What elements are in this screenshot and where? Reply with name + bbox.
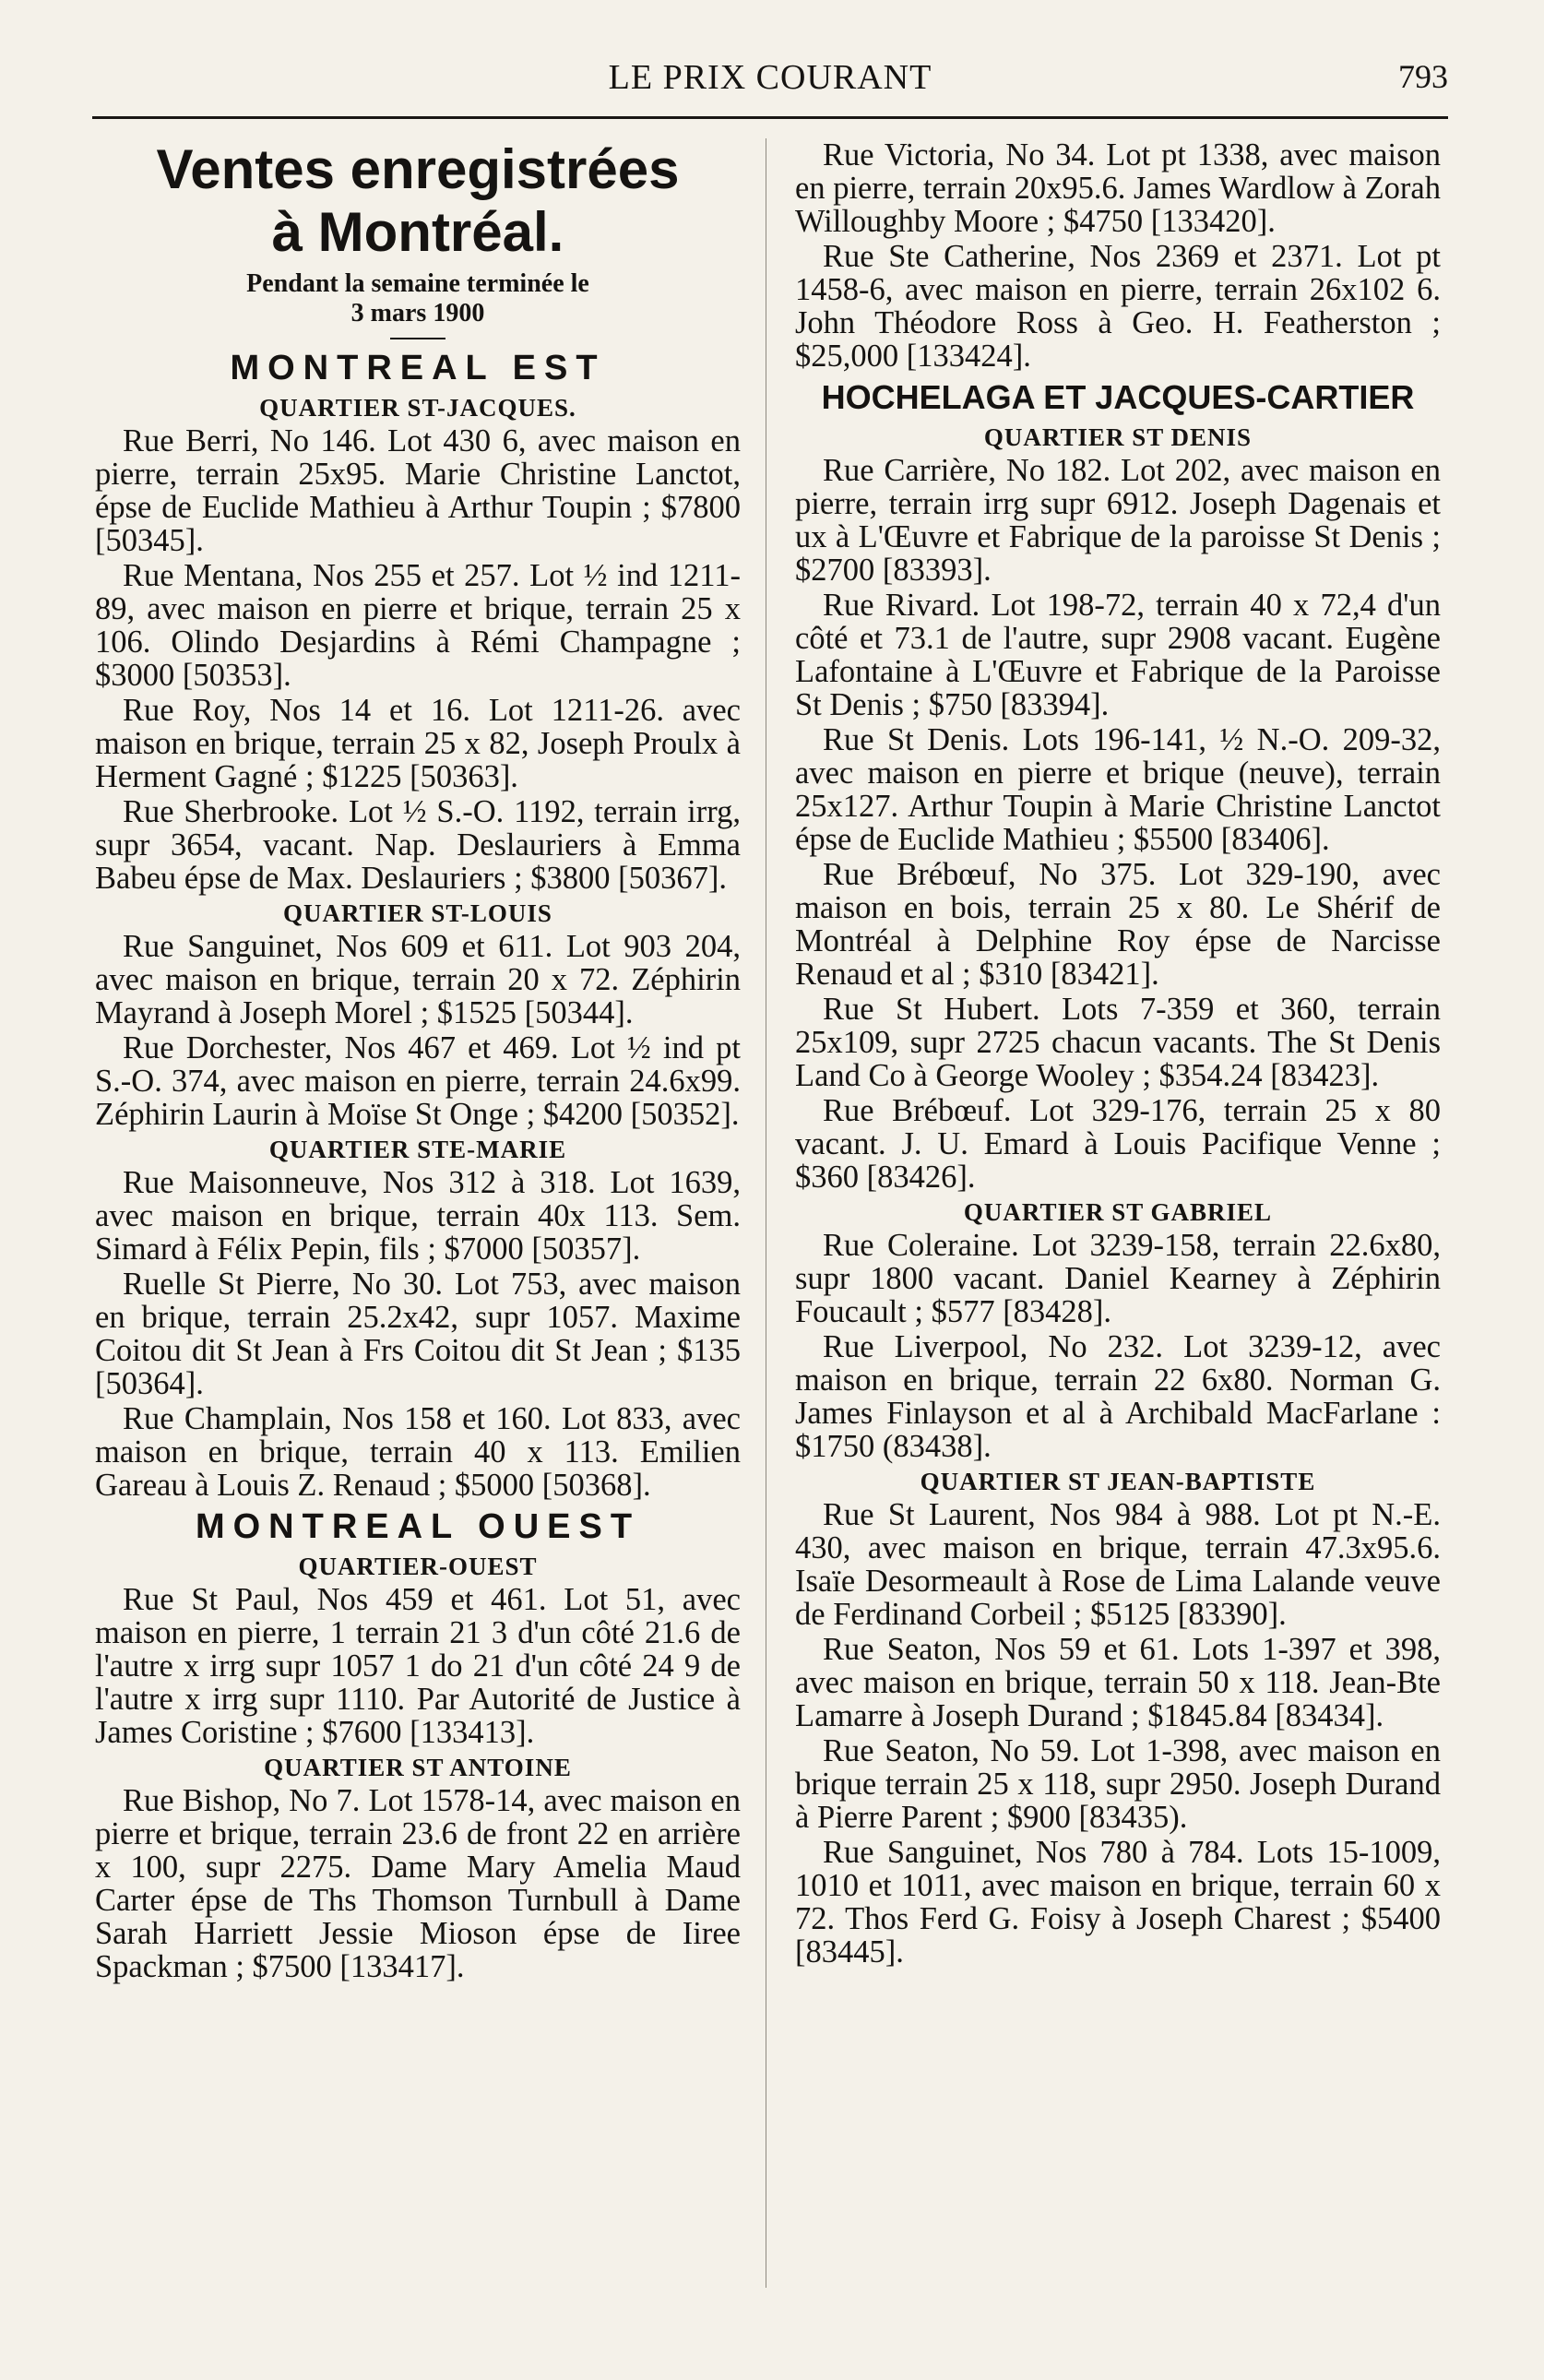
left-column [95,138,741,1985]
main-title-line2: à Montréal. [271,201,564,263]
district-heading-montreal-ouest: MONTREAL OUEST [195,1507,641,1546]
running-title: LE PRIX COURANT [608,58,932,97]
sale-entry: Rue Mentana, Nos 255 et 257. Lot ½ ind 1211-89, avec maison en pierre et brique, terrain 25 x 106. Olindo Desjardins à Rémi Champagne ; $3000 [50353]. [95,558,741,693]
main-title [95,138,741,264]
sale-entry: Rue Berri, No 146. Lot 430 6, avec maison en pierre, terrain 25x95. Marie Christine Lanctot, épse de Euclide Mathieu à Arthur Toupin ; $7800 [50345]. [95,423,741,558]
quarter-heading-st-jean-baptiste: QUARTIER ST JEAN-BAPTISTE [920,1468,1316,1495]
sale-entry: Rue Sanguinet, Nos 609 et 611. Lot 903 204, avec maison en brique, terrain 20 x 72. Zéphirin Mayrand à Joseph Morel ; $1525 [50344]. [95,929,741,1030]
quarter-heading-ste-marie: QUARTIER STE-MARIE [268,1136,567,1163]
quarter-heading-st-denis: QUARTIER ST DENIS [983,423,1253,451]
sale-entry: Rue Champlain, Nos 158 et 160. Lot 833, avec maison en brique, terrain 40 x 113. Emilien Gareau à Louis Z. Renaud ; $5000 [50368]. [95,1401,741,1503]
quarter-heading-ouest: QUARTIER-OUEST [298,1553,538,1580]
district-heading-hochelaga: HOCHELAGA ET JACQUES-CARTIER [821,378,1415,416]
sale-entry: Rue Roy, Nos 14 et 16. Lot 1211-26. avec maison en brique, terrain 25 x 82, Joseph Proulx à Herment Gagné ; $1225 [50363]. [95,693,741,794]
right-column [795,138,1441,1970]
sale-entry: Rue Sanguinet, Nos 780 à 784. Lots 15-1009, 1010 et 1011, avec maison en brique, terrain 60 x 72. Thos Ferd G. Foisy à Joseph Charest ; $5400 [83445]. [795,1835,1441,1969]
subtitle [95,269,741,328]
sale-entry: Rue Coleraine. Lot 3239-158, terrain 22.6x80, supr 1800 vacant. Daniel Kearney à Zéphirin Foucault ; $577 [83428]. [795,1228,1441,1329]
sale-entry: Ruelle St Pierre, No 30. Lot 753, avec maison en brique, terrain 25.2x42, supr 1057. Maxime Coitou dit St Jean à Frs Coitou dit St Jean ; $135 [50364]. [95,1267,741,1401]
district-heading-montreal-est: MONTREAL EST [230,349,606,387]
sale-entry: Rue Dorchester, Nos 467 et 469. Lot ½ ind pt S.-O. 374, avec maison en pierre, terrain 24.6x99. Zéphirin Laurin à Moïse St Onge ; $4200 [50352]. [95,1030,741,1132]
quarter-heading-st-gabriel: QUARTIER ST GABRIEL [963,1198,1273,1226]
sale-entry: Rue Sherbrooke. Lot ½ S.-O. 1192, terrain irrg, supr 3654, vacant. Nap. Deslauriers à Emma Babeu épse de Max. Deslauriers ; $3800 [50367]. [95,794,741,896]
header-rule [92,116,1448,119]
sale-entry: Rue St Paul, Nos 459 et 461. Lot 51, avec maison en pierre, 1 terrain 21 3 d'un côté 21.6 de l'autre x irrg supr 1057 1 do 21 d'un côté 24 9 de l'autre x irrg supr 1110. Par Autorité de Justice à James Coristine ; $7600 [133413]. [95,1582,741,1750]
sale-entry: Rue Bishop, No 7. Lot 1578-14, avec maison en pierre et brique, terrain 23.6 de front 22 en arrière x 100, supr 2275. Dame Mary Amelia Maud Carter épse de Ths Thomson Turnbull à Dame Sarah Harriett Jessie Mioson épse de Iiree Spackman ; $7500 [133417]. [95,1783,741,1984]
sale-entry: Rue Ste Catherine, Nos 2369 et 2371. Lot pt 1458-6, avec maison en pierre, terrain 26x102 6. John Théodore Ross à Geo. H. Featherston ; $25,000 [133424]. [795,239,1441,374]
page-number: 793 [1398,58,1448,95]
subtitle-line1: Pendant la semaine terminée le [246,269,589,298]
short-rule [390,338,445,339]
sale-entry: Rue Carrière, No 182. Lot 202, avec maison en pierre, terrain irrg supr 6912. Joseph Dagenais et ux à L'Œuvre et Fabrique de la paroisse St Denis ; $2700 [83393]. [795,453,1441,588]
sale-entry: Rue Rivard. Lot 198-72, terrain 40 x 72,4 d'un côté et 73.1 de l'autre, supr 2908 vacant. Eugène Lafontaine à L'Œuvre et Fabrique de la Paroisse St Denis ; $750 [83394]. [795,588,1441,722]
sale-entry: Rue St Denis. Lots 196-141, ½ N.-O. 209-32, avec maison en pierre et brique (neuve), terrain 25x127. Arthur Toupin à Marie Christine Lanctot épse de Euclide Mathieu ; $5500 [83406]. [795,722,1441,857]
quarter-heading-st-jacques: QUARTIER ST-JACQUES. [259,394,576,422]
page-header [92,57,1448,113]
sale-entry: Rue St Laurent, Nos 984 à 988. Lot pt N.-E. 430, avec maison en brique, terrain 47.3x95.6. Isaïe Desormeault à Rose de Lima Lalande veuve de Ferdinand Corbeil ; $5125 [83390]. [795,1497,1441,1632]
quarter-heading-st-antoine: QUARTIER ST ANTOINE [264,1754,572,1781]
subtitle-date: 3 mars 1900 [350,299,485,327]
sale-entry: Rue Maisonneuve, Nos 312 à 318. Lot 1639, avec maison en brique, terrain 40x 113. Sem. Simard à Félix Pepin, fils ; $7000 [50357]. [95,1165,741,1267]
sale-entry: Rue Seaton, No 59. Lot 1-398, avec maison en brique terrain 25 x 118, supr 2950. Joseph Durand à Pierre Parent ; $900 [83435). [795,1733,1441,1835]
sale-entry: Rue Victoria, No 34. Lot pt 1338, avec maison en pierre, terrain 20x95.6. James Wardlow à Zorah Willoughby Moore ; $4750 [133420]. [795,137,1441,239]
main-title-line1: Ventes enregistrées [156,138,680,200]
sale-entry: Rue Brébœuf. Lot 329-176, terrain 25 x 80 vacant. J. U. Emard à Louis Pacifique Venne ; $360 [83426]. [795,1093,1441,1195]
sale-entry: Rue St Hubert. Lots 7-359 et 360, terrain 25x109, supr 2725 chacun vacants. The St Denis Land Co à George Wooley ; $354.24 [83423]. [795,992,1441,1093]
sale-entry: Rue Seaton, Nos 59 et 61. Lots 1-397 et 398, avec maison en brique, terrain 50 x 118. Jean-Bte Lamarre à Joseph Durand ; $1845.84 [83434]. [795,1632,1441,1733]
sale-entry: Rue Brébœuf, No 375. Lot 329-190, avec maison en bois, terrain 25 x 80. Le Shérif de Montréal à Delphine Roy épse de Narcisse Renaud et al ; $310 [83421]. [795,857,1441,992]
quarter-heading-st-louis: QUARTIER ST-LOUIS [283,899,552,927]
sale-entry: Rue Liverpool, No 232. Lot 3239-12, avec maison en brique, terrain 22 6x80. Norman G. James Finlayson et al à Archibald MacFarlane : $1750 (83438]. [795,1329,1441,1464]
